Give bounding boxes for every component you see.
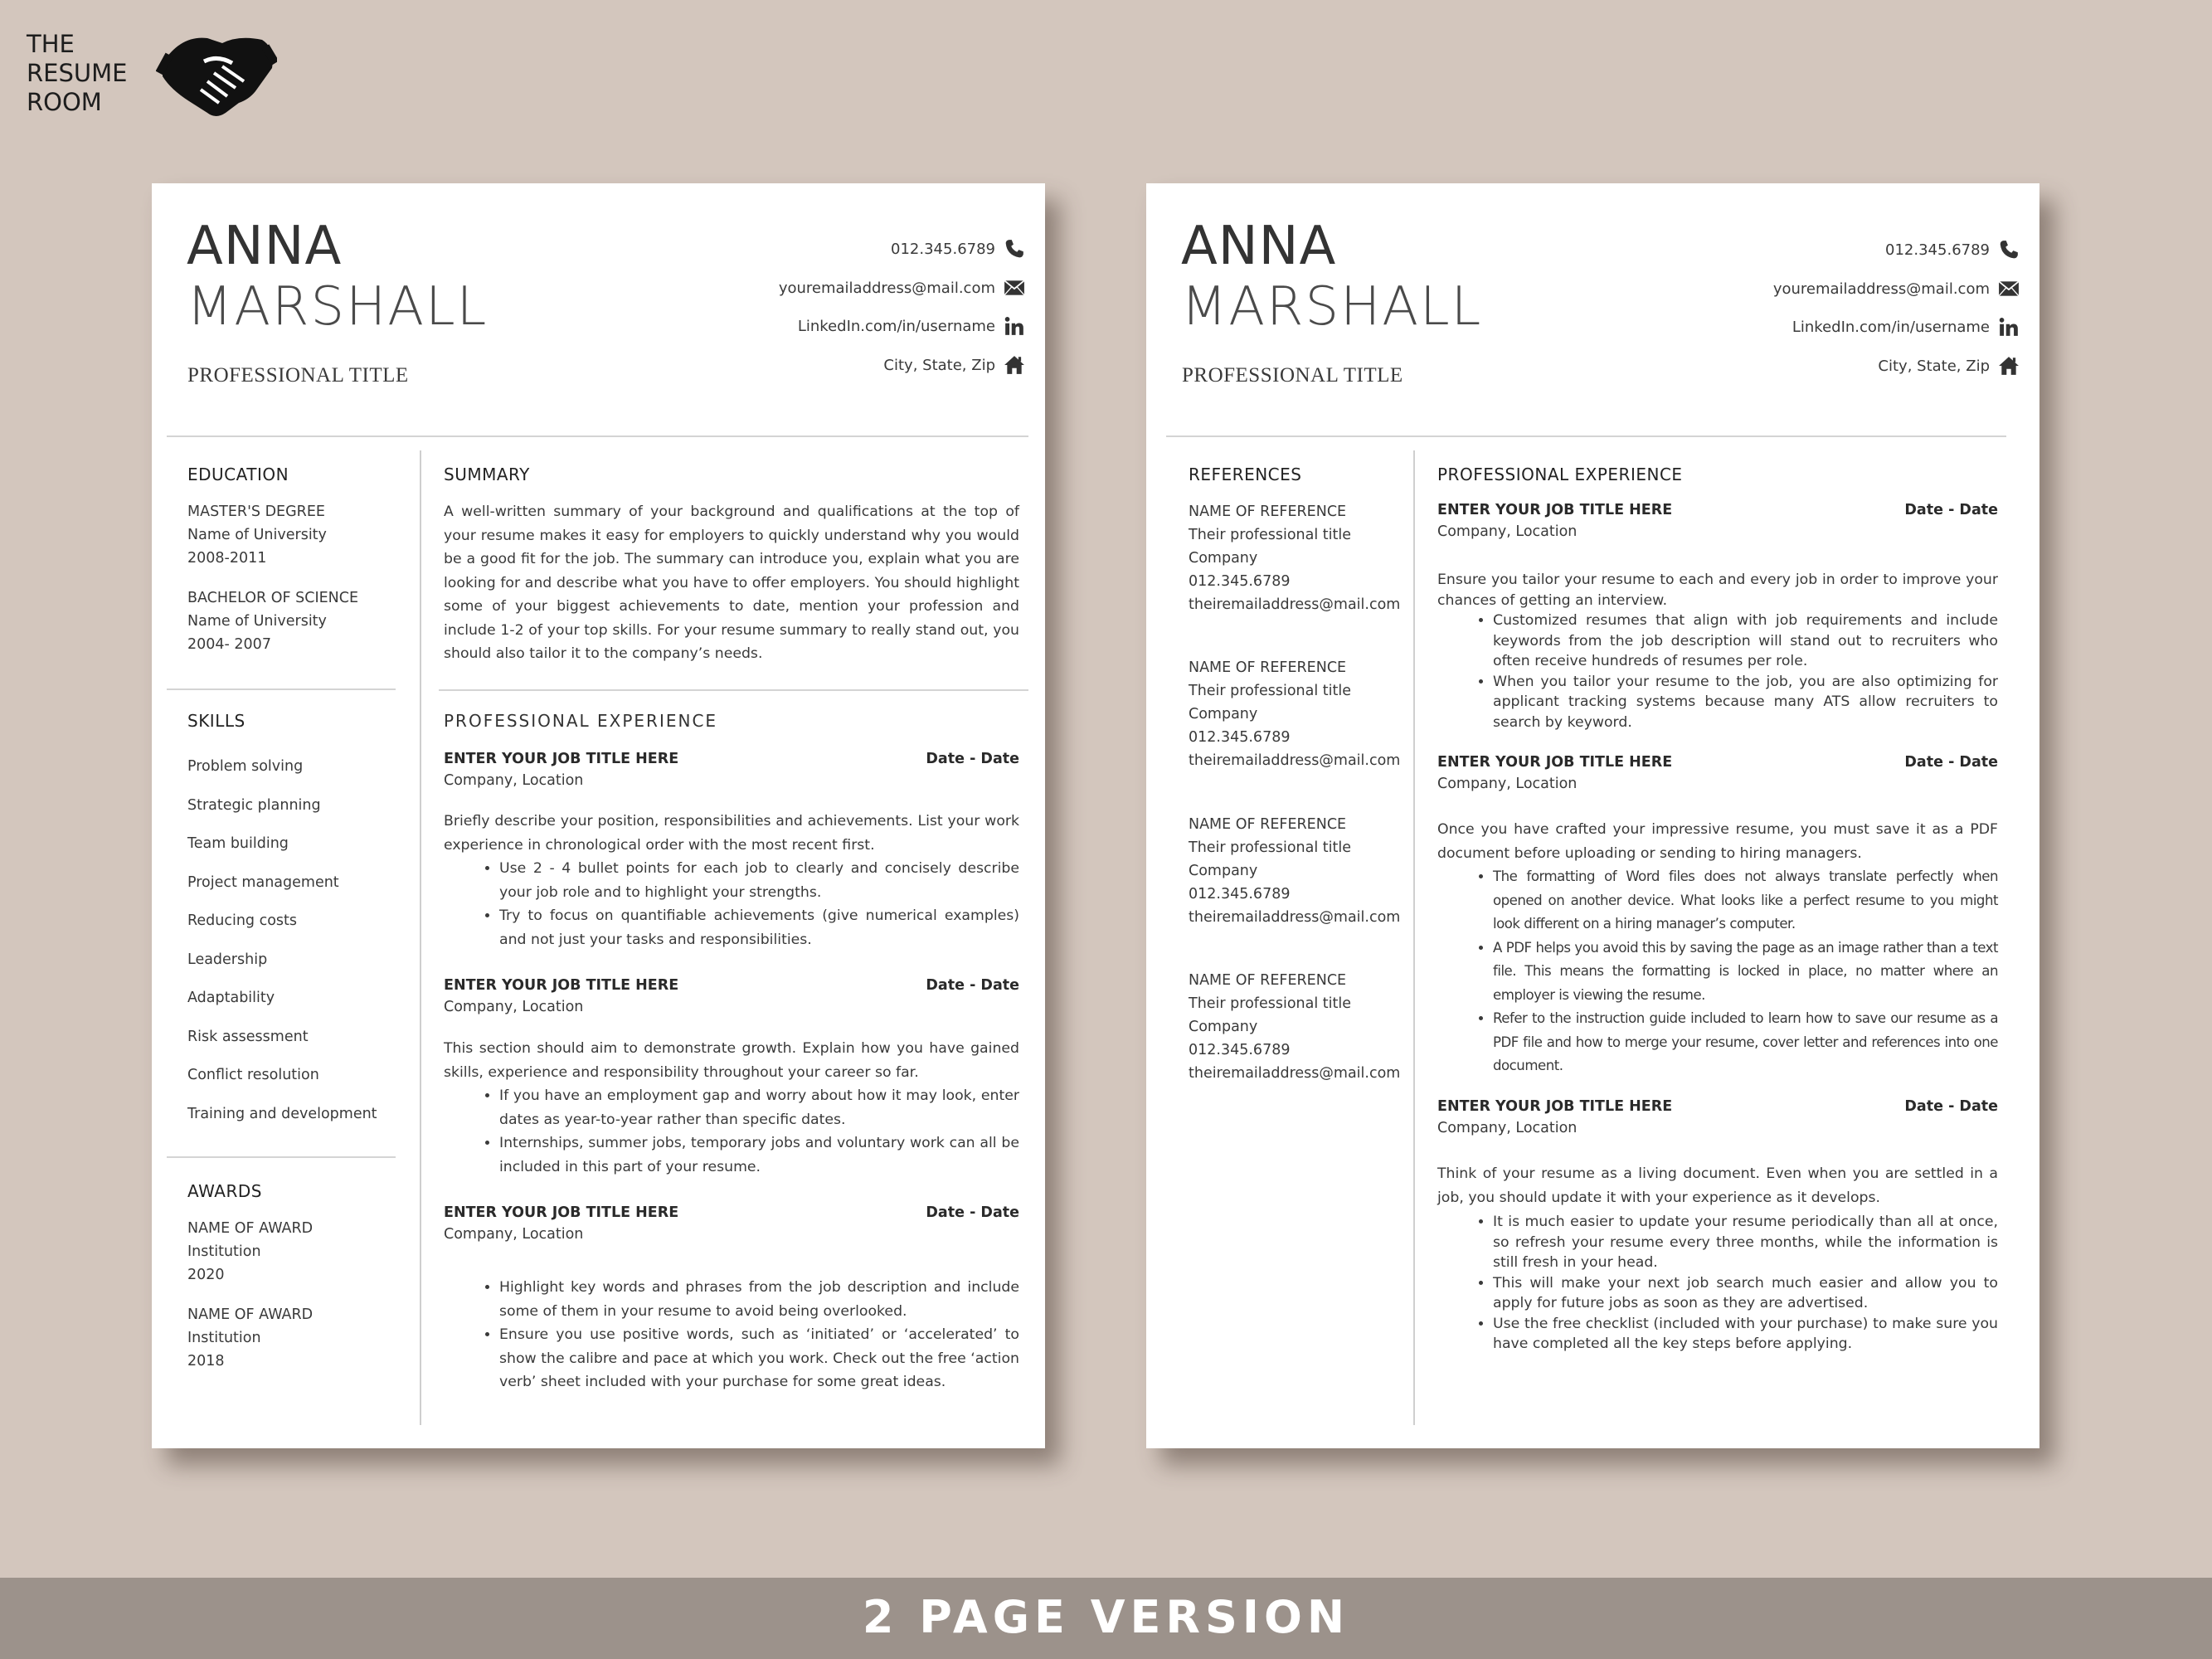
- last-name: MARSHALL: [187, 276, 489, 338]
- reference-name: NAME OF REFERENCE: [1189, 504, 1347, 520]
- phone-icon: [1996, 237, 2021, 262]
- reference-item: [1189, 500, 1400, 616]
- linkedin-icon: [1002, 314, 1027, 338]
- contact-location: [883, 353, 995, 377]
- job-company: Company, Location: [1437, 776, 1578, 792]
- award-name: NAME OF AWARD: [187, 1306, 314, 1323]
- section-divider: [167, 1156, 396, 1158]
- experience-heading: PROFESSIONAL EXPERIENCE: [444, 711, 718, 731]
- award-institution: Institution: [187, 1243, 261, 1260]
- contact-email-text: youremailaddress@mail.com: [1772, 280, 1990, 298]
- job-bullet: • Use the free checklist (included with your purchase) to make sure you have completed all the key steps before applying.: [1493, 1314, 1998, 1355]
- first-name: ANNA: [1181, 216, 1337, 277]
- summary-text: A well-written summary of your background and qualifications at the top of your resume makes it easy for employers to quickly understand why you would be a good fit for the job. The summary can introduce you, explain what you are looking for and describe what you have to offer employers. You should highlight some of your biggest achievements to date, mention your profession and include 1-2 of your top skills. For your resume summary to really stand out, you should also tailor it to the company’s needs.: [444, 504, 1019, 662]
- reference-name: NAME OF REFERENCE: [1189, 659, 1347, 676]
- reference-company: Company: [1189, 1019, 1258, 1035]
- job-bullet: • Try to focus on quantifiable achievements (give numerical examples) and not just your tasks and responsibilities.: [499, 904, 1019, 951]
- job-dates: Date - Date: [926, 977, 1019, 994]
- home-icon: [1996, 353, 2021, 378]
- reference-name: NAME OF REFERENCE: [1189, 972, 1347, 989]
- reference-title: Their professional title: [1189, 683, 1351, 699]
- brand-line-3: ROOM: [27, 88, 102, 116]
- job-bullet: • It is much easier to update your resume periodically than all at once, so refresh your resume every three months, while the information is still fresh in your head.: [1493, 1212, 1998, 1273]
- skill-item: Team building: [187, 835, 289, 852]
- job-company: Company, Location: [1437, 1120, 1578, 1136]
- job-description: Once you have crafted your impressive resume, you must save it as a PDF document before uploading or sending to hiring managers.: [1437, 821, 1998, 862]
- job-bullet: • Refer to the instruction guide included to learn how to save our resume as a PDF file and how to merge your resume, cover letter and references into one document.: [1493, 1007, 1998, 1078]
- reference-phone: 012.345.6789: [1189, 573, 1291, 590]
- education-school: Name of University: [187, 527, 327, 543]
- skill-item: Problem solving: [187, 758, 304, 775]
- education-heading: EDUCATION: [187, 465, 289, 484]
- reference-item: [1189, 813, 1400, 929]
- education-item: [187, 500, 327, 570]
- header-divider: [167, 435, 1028, 437]
- job-bullets: [444, 857, 1019, 951]
- reference-title: Their professional title: [1189, 995, 1351, 1012]
- contact-linkedin-text: LinkedIn.com/in/username: [1791, 318, 1990, 336]
- skills-list: [187, 747, 377, 1133]
- contact-location: [1878, 353, 1990, 378]
- header-divider: [1166, 435, 2006, 437]
- job-dates: Date - Date: [1904, 1098, 1998, 1115]
- reference-company: Company: [1189, 706, 1258, 722]
- job-bullet: • This will make your next job search much easier and allow you to apply for future jobs as soon as they are advertised.: [1493, 1273, 1998, 1314]
- reference-item: [1189, 969, 1400, 1085]
- phone-icon: [1002, 236, 1027, 261]
- job-title: ENTER YOUR JOB TITLE HERE: [444, 977, 679, 994]
- last-name: MARSHALL: [1181, 276, 1483, 338]
- professional-title: PROFESSIONAL TITLE: [1182, 364, 1403, 387]
- contact-location-text: City, State, Zip: [1878, 357, 1990, 375]
- contact-location-text: City, State, Zip: [883, 356, 995, 374]
- reference-email: theiremailaddress@mail.com: [1189, 909, 1401, 926]
- reference-email: theiremailaddress@mail.com: [1189, 752, 1401, 769]
- resume-page-2: [1146, 183, 2039, 1448]
- summary-heading: SUMMARY: [444, 465, 530, 484]
- reference-title: Their professional title: [1189, 527, 1351, 543]
- envelope-icon: [1996, 276, 2021, 301]
- job-company: Company, Location: [1437, 523, 1578, 540]
- contact-phone: [1885, 237, 1990, 262]
- contact-email-text: youremailaddress@mail.com: [778, 279, 995, 297]
- envelope-icon: [1002, 275, 1027, 300]
- contact-email: [1773, 276, 1990, 301]
- contact-phone-text: 012.345.6789: [1885, 241, 1990, 259]
- resume-page-1: [152, 183, 1045, 1448]
- reference-title: Their professional title: [1189, 839, 1351, 856]
- brand-logo-text: [27, 30, 127, 117]
- reference-phone: 012.345.6789: [1189, 1042, 1291, 1058]
- reference-company: Company: [1189, 863, 1258, 879]
- skill-item: Leadership: [187, 951, 268, 968]
- reference-phone: 012.345.6789: [1189, 886, 1291, 902]
- awards-heading: AWARDS: [187, 1181, 262, 1201]
- reference-email: theiremailaddress@mail.com: [1189, 1065, 1401, 1082]
- job-bullet: • Highlight key words and phrases from the job description and include some of them in your resume to avoid being overlooked.: [499, 1276, 1019, 1323]
- job-title: ENTER YOUR JOB TITLE HERE: [1437, 502, 1673, 518]
- reference-item: [1189, 656, 1400, 772]
- references-heading: REFERENCES: [1189, 465, 1302, 484]
- award-year: 2020: [187, 1267, 225, 1283]
- linkedin-icon: [1996, 314, 2021, 339]
- handshake-icon: [156, 30, 277, 119]
- job-description: This section should aim to demonstrate growth. Explain how you have gained skills, experience and responsibility throughout your career so far.: [444, 1040, 1019, 1081]
- job-bullets: [1437, 865, 1998, 1078]
- job-bullet: • A PDF helps you avoid this by saving the page as an image rather than a text file. This means the formatting is locked in place, no matter where an employer is viewing the resume.: [1493, 937, 1998, 1008]
- job-bullet: • The formatting of Word files does not always translate perfectly when opened on another device. What looks like a perfect resume to you might look different on a hiring manager’s computer.: [1493, 865, 1998, 937]
- brand-line-2: RESUME: [27, 59, 128, 87]
- job-bullets: [444, 1084, 1019, 1179]
- reference-company: Company: [1189, 550, 1258, 567]
- award-year: 2018: [187, 1353, 225, 1370]
- job-description: Briefly describe your position, responsibilities and achievements. List your work experience in chronological order with the most recent first.: [444, 813, 1019, 854]
- job-dates: Date - Date: [1904, 502, 1998, 518]
- skill-item: Conflict resolution: [187, 1067, 319, 1083]
- brand-line-1: THE: [27, 30, 75, 58]
- job-bullets: [1437, 611, 1998, 732]
- award-item: [187, 1303, 313, 1373]
- job-company: Company, Location: [444, 999, 584, 1015]
- contact-email: [779, 275, 995, 300]
- job-bullet: • If you have an employment gap and worry about how it may look, enter dates as year-to-year rather than specific dates.: [499, 1084, 1019, 1131]
- contact-phone: [891, 236, 995, 261]
- award-institution: Institution: [187, 1330, 261, 1346]
- contact-phone-text: 012.345.6789: [891, 240, 995, 258]
- award-name: NAME OF AWARD: [187, 1220, 314, 1237]
- job-bullet: • Customized resumes that align with job requirements and include keywords from the job description will stand out to recruiters who often receive hundreds of resumes per role.: [1493, 611, 1998, 672]
- banner-text: 2 PAGE VERSION: [862, 1591, 1350, 1643]
- column-divider: [420, 450, 421, 1425]
- job-bullet: • When you tailor your resume to the job, you are also optimizing for applicant tracking systems because many ATS allow recruiters to search by keyword.: [1493, 672, 1998, 733]
- job-title: ENTER YOUR JOB TITLE HERE: [1437, 754, 1673, 771]
- education-years: 2008-2011: [187, 550, 267, 567]
- job-bullets: [1437, 1212, 1998, 1355]
- skill-item: Risk assessment: [187, 1028, 309, 1045]
- first-name: ANNA: [187, 216, 343, 277]
- section-divider: [439, 689, 1028, 691]
- job-bullet: • Internships, summer jobs, temporary jobs and voluntary work can all be included in this part of your resume.: [499, 1131, 1019, 1179]
- job-bullet: • Ensure you use positive words, such as ‘initiated’ or ‘accelerated’ to show the calibre and pace at which you work. Check out the free ‘action verb’ sheet included with your purchase for some great ideas.: [499, 1323, 1019, 1394]
- job-description: Ensure you tailor your resume to each and every job in order to improve your chances of getting an interview.: [1437, 572, 1998, 609]
- job-dates: Date - Date: [926, 751, 1019, 767]
- skill-item: Strategic planning: [187, 796, 321, 814]
- section-divider: [167, 688, 396, 690]
- job-bullet: • Use 2 - 4 bullet points for each job to clearly and concisely describe your job role and to highlight your strengths.: [499, 857, 1019, 904]
- skill-item: Training and development: [187, 1105, 377, 1122]
- contact-linkedin: [1792, 314, 1990, 339]
- job-dates: Date - Date: [926, 1204, 1019, 1221]
- professional-title: PROFESSIONAL TITLE: [187, 364, 409, 387]
- skills-heading: SKILLS: [187, 711, 246, 731]
- reference-phone: 012.345.6789: [1189, 729, 1291, 746]
- home-icon: [1002, 353, 1027, 377]
- education-years: 2004- 2007: [187, 636, 271, 653]
- job-company: Company, Location: [444, 772, 584, 789]
- reference-name: NAME OF REFERENCE: [1189, 816, 1347, 833]
- job-title: ENTER YOUR JOB TITLE HERE: [444, 1204, 679, 1221]
- contact-linkedin: [798, 314, 995, 338]
- education-item: [187, 586, 358, 656]
- job-dates: Date - Date: [1904, 754, 1998, 771]
- job-title: ENTER YOUR JOB TITLE HERE: [444, 751, 679, 767]
- skill-item: Reducing costs: [187, 912, 298, 929]
- contact-linkedin-text: LinkedIn.com/in/username: [797, 317, 995, 335]
- education-school: Name of University: [187, 613, 327, 630]
- education-degree: MASTER'S DEGREE: [187, 504, 325, 520]
- job-description: Think of your resume as a living document. Even when you are settled in a job, you should update it with your experience as it develops.: [1437, 1165, 1998, 1206]
- job-company: Company, Location: [444, 1226, 584, 1243]
- award-item: [187, 1217, 313, 1287]
- job-bullets: [444, 1276, 1019, 1394]
- reference-email: theiremailaddress@mail.com: [1189, 596, 1401, 613]
- education-degree: BACHELOR OF SCIENCE: [187, 590, 359, 606]
- skill-item: Adaptability: [187, 990, 275, 1006]
- skill-item: Project management: [187, 873, 339, 891]
- column-divider: [1413, 450, 1415, 1425]
- job-title: ENTER YOUR JOB TITLE HERE: [1437, 1098, 1673, 1115]
- experience-heading: PROFESSIONAL EXPERIENCE: [1437, 465, 1683, 484]
